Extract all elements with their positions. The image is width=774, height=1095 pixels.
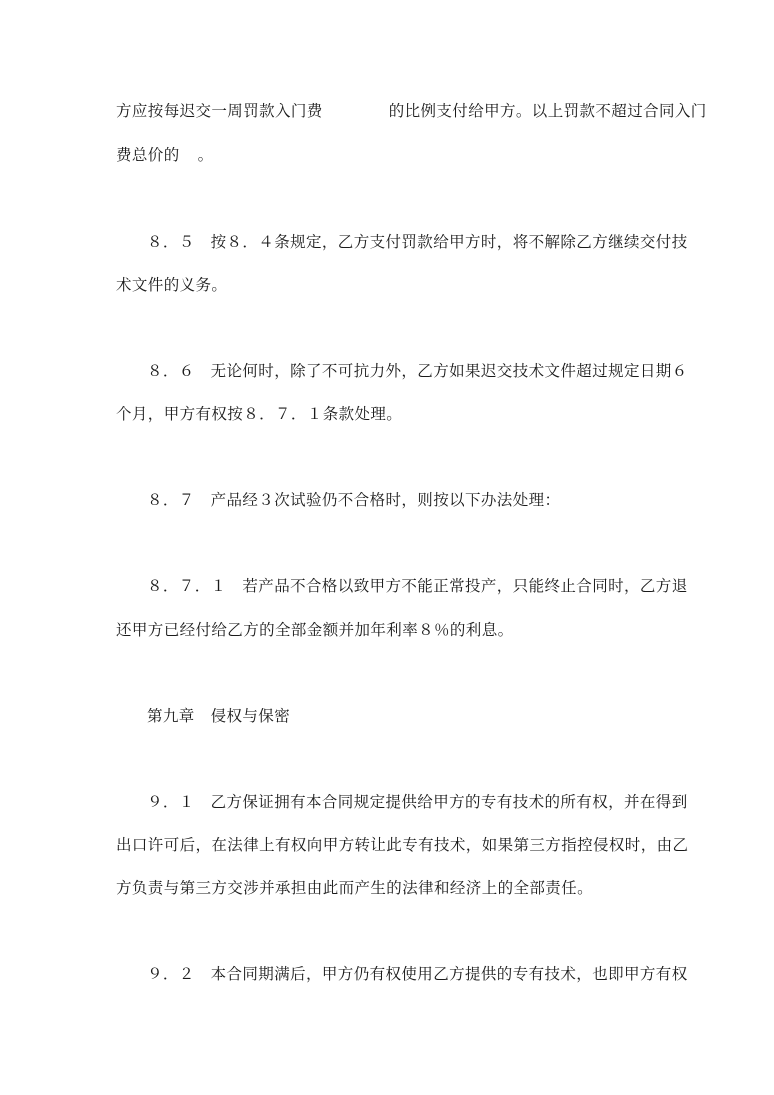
text-segment: 方应按每迟交一周罚款入门费	[116, 102, 323, 120]
clause-8-5-line-2: 术文件的义务。	[116, 276, 228, 294]
text-segment: 的比例支付给甲方。以上罚款不超过合同入门	[388, 102, 707, 120]
clause-8-6-line-1: ８．６ 无论何时，除了不可抗力外，乙方如果迟交技术文件超过规定日期６	[147, 362, 688, 380]
clause-8-5-line-1: ８．５ 按８．４条规定，乙方支付罚款给甲方时，将不解除乙方继续交付技	[147, 233, 688, 251]
paragraph-line	[116, 101, 707, 121]
clause-8-7-1-line-2: 还甲方已经付给乙方的全部金额并加年利率８％的利息。	[116, 621, 514, 639]
clause-9-1-line-2: 出口许可后，在法律上有权向甲方转让此专有技术，如果第三方指控侵权时，由乙	[116, 836, 689, 854]
clause-9-2-line-1: ９．２ 本合同期满后，甲方仍有权使用乙方提供的专有技术，也即甲方有权	[147, 965, 688, 983]
clause-9-1-line-1: ９．１ 乙方保证拥有本合同规定提供给甲方的专有技术的所有权，并在得到	[147, 793, 688, 811]
chapter-9-heading: 第九章 侵权与保密	[147, 707, 291, 725]
text-segment: 。	[197, 146, 214, 164]
paragraph-line	[116, 145, 214, 165]
text-segment: 费总价的	[116, 146, 180, 164]
clause-8-7-1-line-1: ８．７．１ 若产品不合格以致甲方不能正常投产，只能终止合同时，乙方退	[147, 577, 688, 595]
clause-8-6-line-2: 个月，甲方有权按８．７．１条款处理。	[116, 405, 403, 423]
clause-9-1-line-3: 方负责与第三方交涉并承担由此而产生的法律和经济上的全部责任。	[116, 879, 594, 897]
clause-8-7-line-1: ８．７ 产品经３次试验仍不合格时，则按以下办法处理：	[147, 491, 561, 509]
